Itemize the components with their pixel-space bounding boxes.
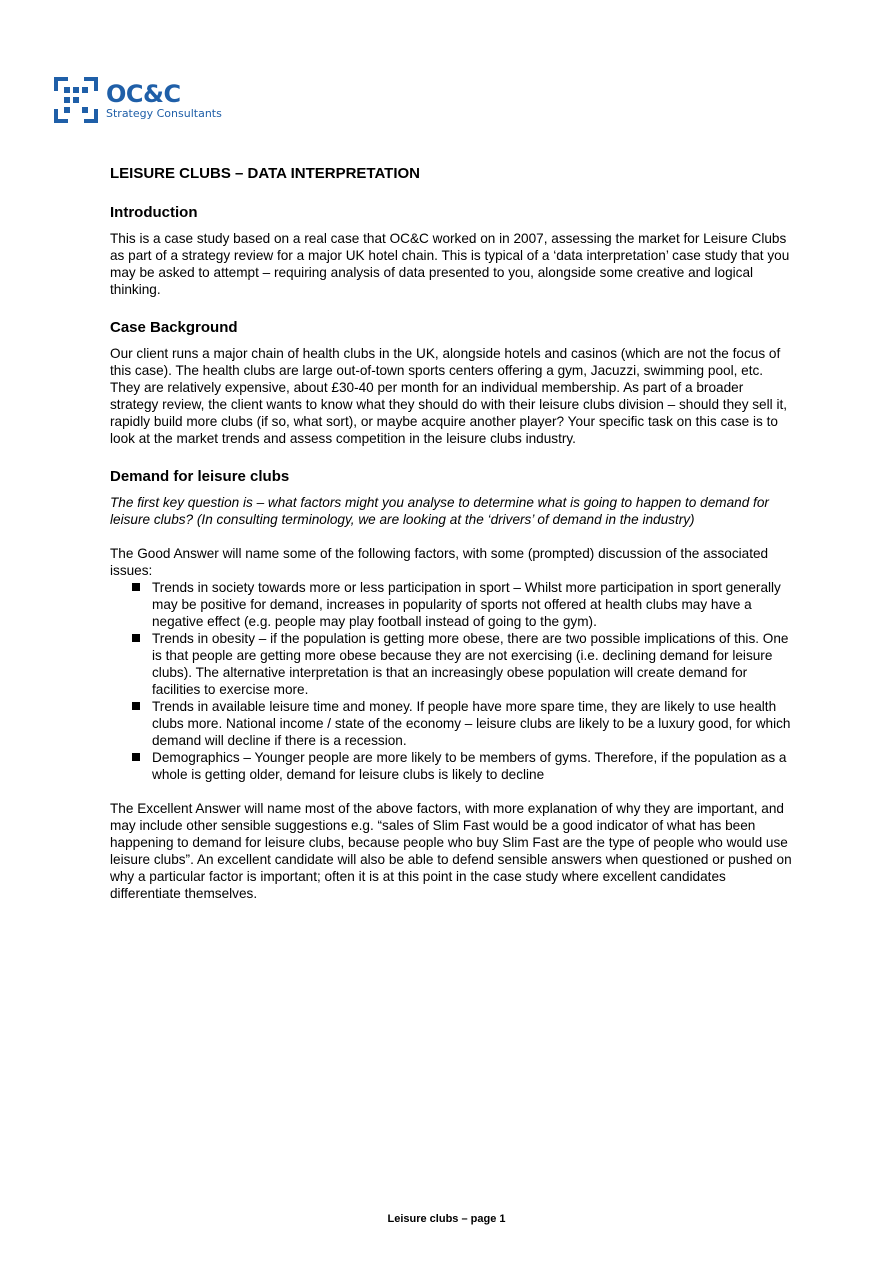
logo-tagline: Strategy Consultants [106,106,222,120]
square-bullet-icon [132,583,140,591]
square-bullet-icon [132,634,140,642]
demand-heading: Demand for leisure clubs [110,468,290,485]
factor-text: Trends in available leisure time and money. If people have more spare time, they are likely to use health clubs more. National income / state of the economy – leisure clubs are likely to be a luxury good, for which demand will decline if there is a recession. [152,699,791,748]
introduction-heading: Introduction [110,204,198,221]
introduction-text: This is a case study based on a real case that OC&C worked on in 2007, assessing the market for Leisure Clubs as part of a strategy review for a major UK hotel chain. This is typical of a ‘data interpretation’ case study that you may be asked to attempt – requiring analysis of data presented to you, alongside some creative and logical thinking. [110,231,790,297]
oc-c-logo-mark-icon [54,77,98,123]
factor-text: Demographics – Younger people are more likely to be members of gyms. Therefore, if the population as a whole is getting older, demand for leisure clubs is likely to decline [152,750,787,782]
factor-text: Trends in society towards more or less participation in sport – Whilst more participation in sport generally may be positive for demand, increases in popularity of sports not offered at health clubs may have a negative effect (e.g. people may play football instead of going to the gym). [152,580,781,629]
list-item [110,579,795,630]
logo-name: OC&C [106,79,181,108]
background-heading: Case Background [110,319,238,336]
spacer [110,528,795,545]
demand-factors-list [110,579,795,783]
demand-question: The first key question is – what factors might you analyse to determine what is going to happen to demand for leisure clubs? (In consulting terminology, we are looking at the ‘drivers’ of demand in the industry) [110,495,769,527]
list-item [110,698,795,749]
excellent-answer-text: The Excellent Answer will name most of the above factors, with more explanation of why they are important, and may include other sensible suggestions e.g. “sales of Slim Fast would be a good indicator of what has been happening to demand for leisure clubs, because people who buy Slim Fast are the type of people who would use leisure clubs”. An excellent candidate will also be able to defend sensible answers when questioned or pushed on why a particular factor is important; often it is at this point in the case study where excellent candidates differentiate themselves. [110,801,792,901]
good-answer-intro: The Good Answer will name some of the following factors, with some (prompted) discussion of the associated issues: [110,546,769,578]
company-logo [54,77,222,123]
background-text: Our client runs a major chain of health clubs in the UK, alongside hotels and casinos (which are not the focus of this case). The health clubs are large out-of-town sports centers offering a gym, Jacuzzi, swimming pool, etc. They are relatively expensive, about £30-40 per month for an individual membership. As part of a broader strategy review, the client wants to know what they should do with their leisure clubs division – should they sell it, rapidly build more clubs (if so, what sort), or maybe acquire another player? Your specific task on this case is to look at the market trends and assess competition in the leisure clubs industry. [110,346,788,446]
document-title: LEISURE CLUBS – DATA INTERPRETATION [110,165,421,182]
square-bullet-icon [132,753,140,761]
document-body [110,164,795,902]
square-bullet-icon [132,702,140,710]
list-item [110,630,795,698]
factor-text: Trends in obesity – if the population is getting more obese, there are two possible implications of this. One is that people are getting more obese because they are not exercising (i.e. declining demand for leisure clubs). The alternative interpretation is that an increasingly obese population will create demand for facilities to exercise more. [152,631,789,697]
page-footer: Leisure clubs – page 1 [387,1213,506,1225]
list-item [110,749,795,783]
